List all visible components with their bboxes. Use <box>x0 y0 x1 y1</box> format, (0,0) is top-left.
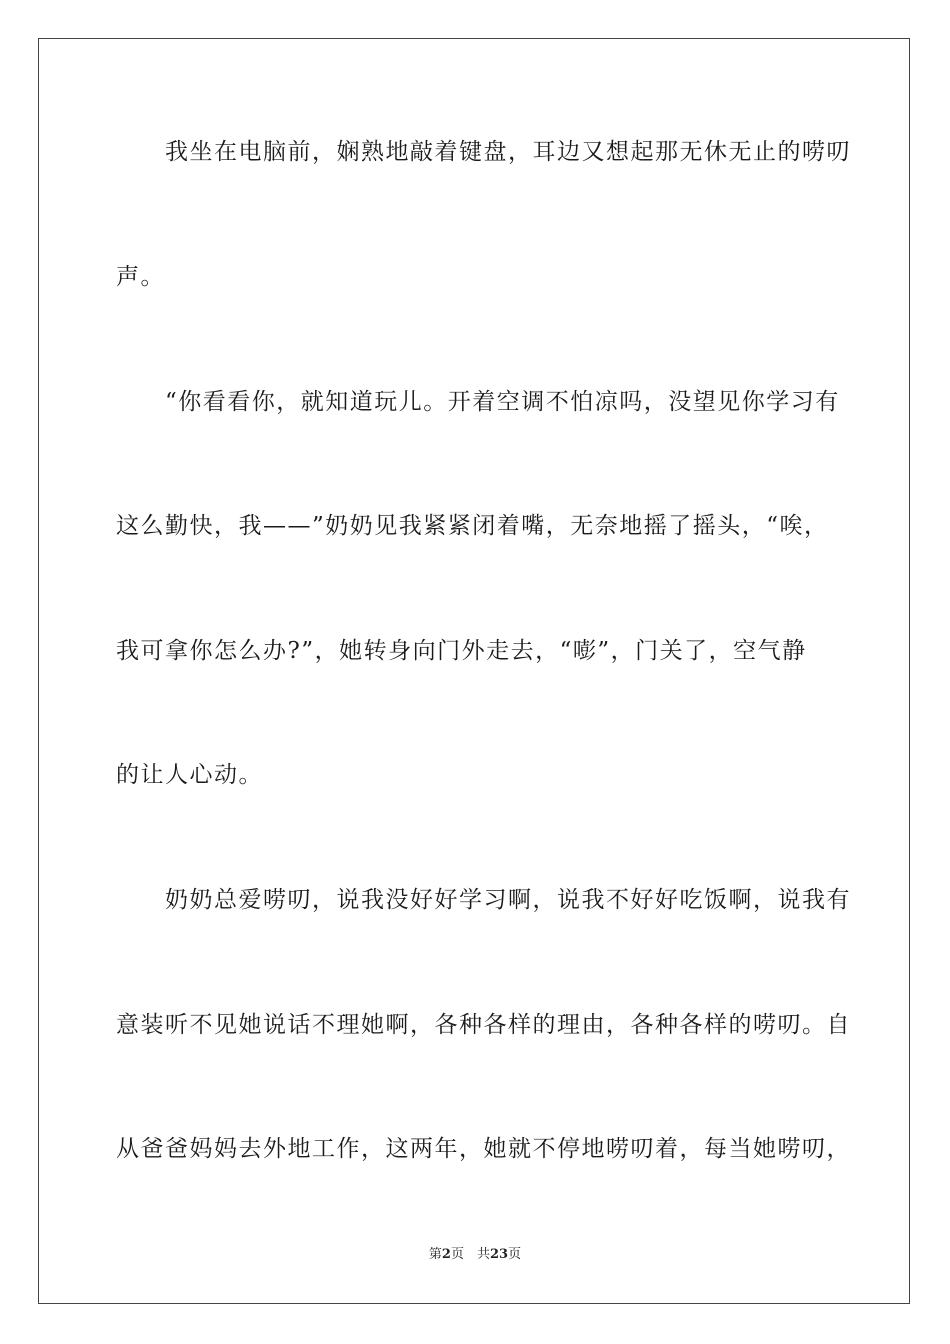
text-line: “你看看你，就知道玩儿。开着空调不怕凉吗，没望见你学习有 <box>116 389 840 415</box>
text-line: 意装听不见她说话不理她啊，各种各样的理由，各种各样的唠叨。自 <box>116 1012 851 1038</box>
footer-suffix: 页 <box>508 1247 522 1262</box>
page-footer <box>0 1246 950 1264</box>
footer-prefix: 第 <box>428 1247 442 1262</box>
page-total: 23 <box>489 1247 509 1262</box>
text-line: 从爸爸妈妈去外地工作，这两年，她就不停地唠叨着，每当她唠叨， <box>116 1136 851 1162</box>
text-line: 奶奶总爱唠叨，说我没好好学习啊，说我不好好吃饭啊，说我有 <box>116 887 851 913</box>
text-line: 声。 <box>116 264 165 290</box>
text-line: 的让人心动。 <box>116 762 263 788</box>
footer-mid: 页 共 <box>450 1247 490 1262</box>
page-number: 2 <box>441 1247 451 1262</box>
text-line: 我可拿你怎么办?”，她转身向门外走去，“嘭”，门关了，空气静 <box>116 638 807 664</box>
page-border <box>38 38 910 1304</box>
text-line: 我坐在电脑前，娴熟地敲着键盘，耳边又想起那无休无止的唠叨 <box>116 139 851 165</box>
text-line: 这么勤快，我——”奶奶见我紧紧闭着嘴，无奈地摇了摇头，“唉， <box>116 513 829 539</box>
